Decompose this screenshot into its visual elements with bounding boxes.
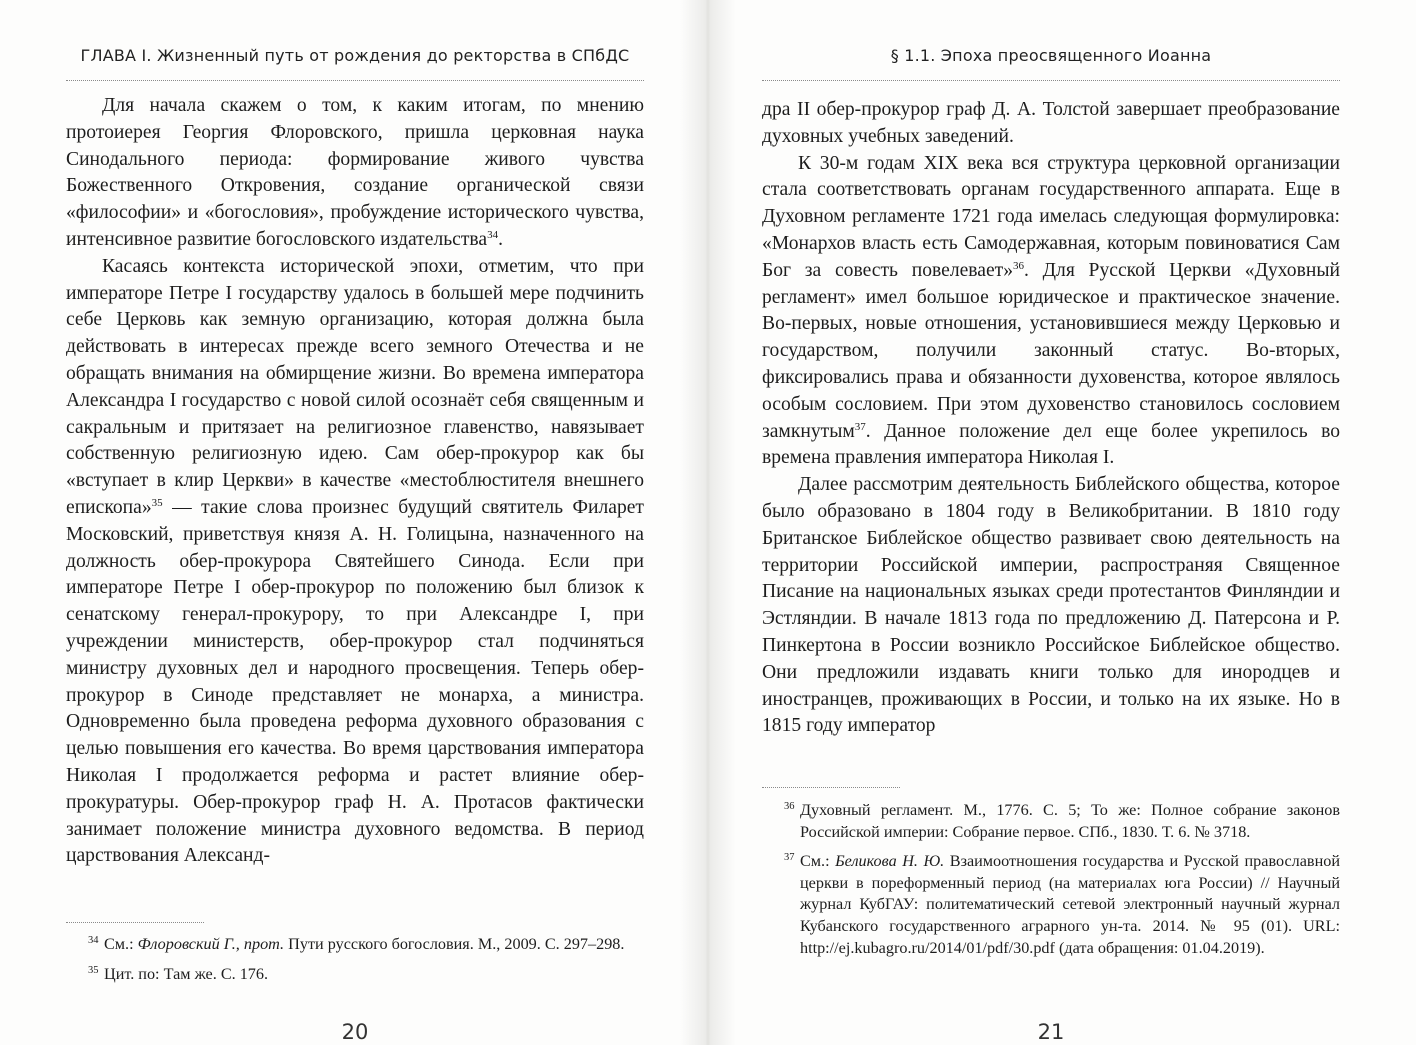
text-run: . Данное положение дел еще более укрепилось во времена правления императора Николая I. — [762, 420, 1340, 469]
left-page — [66, 0, 644, 1045]
footnote-divider-right — [762, 787, 900, 788]
footnote-text: Взаимоотношения государства и Русской православной церкви в пореформенный период (на материалах юга России) // Научный журнал КубГАУ: политематический сетевой электронный научный журнал Кубанского государственного аграрного ун-та. 2014. № 95 (01). URL: http://ej.kubagro.ru/2014/01/pdf/30.pdf (дата обращения: 01.04.2019). — [800, 852, 1340, 957]
paragraph — [66, 254, 644, 870]
page-number-right: 21 — [1037, 1020, 1065, 1044]
footnote-number: 37 — [784, 852, 795, 864]
body-text-right — [762, 97, 1340, 740]
footnote-number: 36 — [784, 801, 795, 812]
footnote-text: Пути русского богословия. М., 2009. С. 297–298. — [284, 935, 625, 953]
paragraph — [762, 472, 1340, 740]
footnotes-left — [66, 934, 644, 993]
right-page — [762, 0, 1340, 1045]
footnote — [762, 800, 1340, 843]
book-gutter — [680, 0, 736, 1045]
paragraph — [762, 151, 1340, 473]
footnote-number: 34 — [88, 935, 99, 946]
footnote-ref[interactable]: 34 — [487, 228, 499, 241]
running-head-right: § 1.1. Эпоха преосвященного Иоанна — [890, 46, 1212, 65]
footnote-text: См.: — [800, 852, 836, 871]
text-run: К 30-м годам XIX века вся структура церковной организации стала соответствовать органам государственного аппарата. Еще в Духовном регламенте 1721 года имелась следующая формулировка: «Монархов власть есть Самодержавная, которым повиноватися Сам Бог за совесть повелевает» — [762, 152, 1340, 281]
footnote — [66, 934, 644, 956]
running-head-left: ГЛАВА I. Жизненный путь от рождения до ректорства в СПбДС — [80, 46, 630, 65]
text-run: — такие слова произнес будущий святитель Филарет Московский, приветствуя князя А. Н. Голицына, назначенного на должность обер-прокурора Святейшего Синода. Если при императоре Петре I обер-прокурор по положению был близок к сенатскому генерал-прокурору, то при Александре I, при учреждении министерств, обер-прокурор стал подчиняться министру духовных дел и народного просвещения. Теперь обер-прокурор в Синоде представляет не монарха, а министра. Одновременно была проведена реформа духовного образования с целью повышения его качества. Во время царствования императора Николая I продолжается реформа и растет влияние обер-прокуратуры. Обер-прокурор граф Н. А. Протасов фактически занимает положение министра духовного ведомства. В период царствования Александ- — [66, 496, 644, 867]
text-run: . — [498, 228, 504, 250]
text-run: Для начала скажем о том, к каким итогам, по мнению протоиерея Георгия Флоровского, пришла церковная наука Синодального периода: формирование живого чувства Божественного Откровения, создание органической связи «философии» и «богословия», пробуждение исторического чувства, интенсивное развитие богословского издательства — [66, 95, 644, 250]
paragraph — [66, 93, 644, 254]
body-text-left — [66, 93, 644, 870]
paragraph — [762, 97, 1340, 151]
footnote — [66, 964, 644, 986]
footnote-ref[interactable]: 37 — [854, 420, 866, 433]
text-run: Далее рассмотрим деятельность Библейского общества, которое было образовано в 1804 году в Великобритании. В 1810 году Британское Библейское общество развивает свою деятельность на территории Российской империи, распространяя Священное Писание на национальных языках среди протестантов Финляндии и Эстляндии. В начале 1813 года по предложению Д. Патерсона и Р. Пинкертона в России возникло Российское Библейское общество. Они предложили издавать книги только для инородцев и иностранцев, проживающих в России, и только на их языке. Но в 1815 году император — [762, 474, 1340, 737]
footnote-text: См.: — [104, 935, 138, 953]
footnote-text: Цит. по: Там же. С. 176. — [104, 964, 269, 983]
footnote-author: Беликова Н. Ю. — [835, 852, 945, 871]
header-divider-left — [66, 80, 644, 81]
footnote-ref[interactable]: 36 — [1013, 259, 1025, 272]
footnote-divider-left — [66, 922, 204, 923]
footnote-author: Флоровский Г., прот. — [137, 935, 285, 953]
footnote-number: 35 — [88, 964, 99, 976]
text-run: Касаясь контекста исторической эпохи, отметим, что при императоре Петре I государству удалось в большей мере подчинить себе Церковь как земную организацию, которая должна была действовать в интересах прежде всего земного Отечества и не обращать внимания на обмирщение жизни. Во времена императора Александра I государство с новой силой осознаёт себя священным и сакральным и притязает на религиозное главенство, навязывает собственную религиозную идею. Сам обер-прокурор как бы «вступает в клир Церкви» в качестве «местоблюстителя внешнего епископа» — [66, 255, 644, 518]
footnote-ref[interactable]: 35 — [151, 496, 163, 509]
text-run: дра II обер-прокурор граф Д. А. Толстой завершает преобразование духовных учебных заведений. — [762, 99, 1340, 147]
footnote-text: Духовный регламент. М., 1776. С. 5; То же: Полное собрание законов Российской империи: Собрание первое. СПб., 1830. Т. 6. № 3718. — [800, 801, 1340, 841]
footnotes-right — [762, 800, 1340, 967]
text-run: . Для Русской Церкви «Духовный регламент» имел большое юридическое и практическое значение. Во-первых, новые отношения, установившиеся между Церковью и государством, получили законный статус. Во-вторых, фиксировались права и обязанности духовенства, которое являлось особым сословием. При этом духовенство становилось сословием замкнутым — [762, 259, 1340, 442]
header-divider-right — [762, 80, 1340, 81]
footnote — [762, 851, 1340, 959]
page-number-left: 20 — [341, 1020, 369, 1044]
